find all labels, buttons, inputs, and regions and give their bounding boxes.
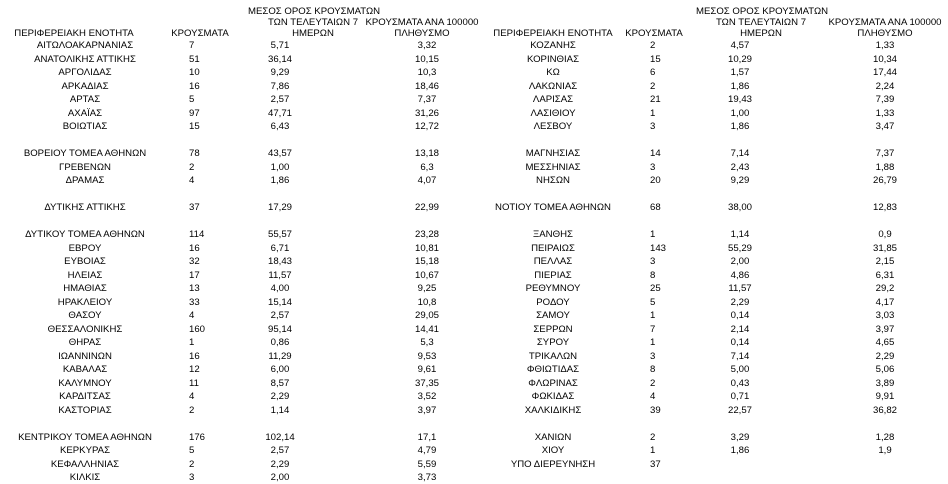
right-row-name: ΛΑΣΙΘΙΟΥ <box>530 107 576 119</box>
header-avg-left-l3: ΗΜΕΡΩΝ <box>292 28 334 39</box>
right-row-cases: 3 <box>650 256 656 267</box>
left-row-per: 37,35 <box>414 377 439 389</box>
left-row-avg: 5,71 <box>270 40 290 51</box>
header-region-right-text: ΠΕΡΙΦΕΡΕΙΑΚΗ ΕΝΟΤΗΤΑ <box>493 28 613 39</box>
left-row-name: ΚΑΣΤΟΡΙΑΣ <box>58 404 112 416</box>
left-row-avg: 1,00 <box>270 161 290 173</box>
right-row-per: 1,33 <box>875 40 895 51</box>
right-row-name: ΤΡΙΚΑΛΩΝ <box>528 350 578 362</box>
left-row-name: ΑΡΓΟΛΙΔΑΣ <box>58 67 112 78</box>
left-row-avg: 11,29 <box>268 350 292 362</box>
right-row-name: ΥΠΟ ΔΙΕΡΕΥΝΗΣΗ <box>510 458 596 470</box>
header-region-right <box>478 28 628 39</box>
right-row-name: ΦΛΩΡΙΝΑΣ <box>528 377 578 389</box>
left-row-name: ΚΙΛΚΙΣ <box>69 472 101 483</box>
header-cases-right-text: ΚΡΟΥΣΜΑΤΑ <box>625 28 683 39</box>
left-row-avg: 17,29 <box>267 202 292 213</box>
left-row-avg: 47,71 <box>267 107 292 119</box>
right-row-cases: 1 <box>650 310 656 321</box>
right-row-per: 2,15 <box>875 256 895 267</box>
left-row-per: 3,52 <box>417 391 437 402</box>
header-per-right-l1: ΚΡΟΥΣΜΑΤΑ ΑΝΑ 100000 <box>828 17 942 28</box>
right-row-cases: 2 <box>650 431 656 443</box>
left-row-cases: 1 <box>189 337 195 348</box>
right-row-avg: 5,00 <box>730 364 750 375</box>
left-row-name: ΑΧΑΪΑΣ <box>67 107 103 119</box>
right-row-per: 12,83 <box>872 202 897 213</box>
right-row-avg: 0,71 <box>730 391 750 402</box>
left-row-avg: 1,86 <box>270 175 290 186</box>
right-row-avg: 2,43 <box>730 161 750 173</box>
right-row-per: 3,03 <box>875 310 895 321</box>
left-row-avg: 43,57 <box>267 148 292 159</box>
left-row-per: 17,1 <box>417 431 437 443</box>
right-row-cases: 3 <box>650 121 656 132</box>
right-row-name: ΣΕΡΡΩΝ <box>533 323 573 335</box>
right-row-per: 29,2 <box>875 283 895 294</box>
right-row-cases: 68 <box>650 202 661 213</box>
left-row-name: ΑΝΑΤΟΛΙΚΗΣ ΑΤΤΙΚΗΣ <box>34 53 136 65</box>
right-row-avg: 9,29 <box>730 175 750 186</box>
right-row-per: 6,31 <box>875 269 895 281</box>
left-row-name: ΓΡΕΒΕΝΩΝ <box>59 161 111 173</box>
left-row-name: ΗΜΑΘΙΑΣ <box>63 283 107 294</box>
right-row-name: ΝΟΤΙΟΥ ΤΟΜΕΑ ΑΘΗΝΩΝ <box>495 202 611 213</box>
left-row-avg: 6,43 <box>270 121 290 132</box>
left-row-name: ΚΑΡΔΙΤΣΑΣ <box>59 391 111 402</box>
left-row-avg: 2,57 <box>270 445 290 456</box>
header-avg-left-l1: ΜΕΣΟΣ ΟΡΟΣ ΚΡΟΥΣΜΑΤΩΝ <box>248 6 381 17</box>
left-row-per: 10,8 <box>417 296 437 308</box>
left-row-avg: 1,14 <box>270 404 290 416</box>
left-row-cases: 2 <box>189 458 195 470</box>
right-row-cases: 2 <box>650 80 656 92</box>
left-row-cases: 16 <box>189 350 200 362</box>
left-row-cases: 4 <box>189 310 195 321</box>
header-cases-left <box>170 28 230 39</box>
left-row-cases: 12 <box>189 364 200 375</box>
left-row-name: ΚΕΦΑΛΛΗΝΙΑΣ <box>50 458 120 470</box>
right-row-avg: 2,00 <box>730 256 750 267</box>
right-row-cases: 7 <box>650 323 656 335</box>
left-row-cases: 5 <box>189 94 195 105</box>
left-row-avg: 95,14 <box>267 323 292 335</box>
left-row-per: 9,61 <box>417 364 437 375</box>
left-row-per: 31,26 <box>414 107 439 119</box>
left-row-cases: 97 <box>189 107 200 119</box>
right-row-name: ΚΟΖΑΝΗΣ <box>530 40 576 51</box>
left-row-cases: 51 <box>189 53 200 65</box>
left-row-avg: 2,57 <box>270 310 290 321</box>
left-row-per: 4,07 <box>417 175 437 186</box>
left-row-name: ΗΡΑΚΛΕΙΟΥ <box>57 296 113 308</box>
right-row-cases: 21 <box>650 94 661 105</box>
right-row-per: 2,29 <box>875 350 895 362</box>
left-row-name: ΕΒΡΟΥ <box>68 242 102 254</box>
right-row-cases: 20 <box>650 175 661 186</box>
header-avg-left <box>248 6 381 39</box>
right-row-cases: 39 <box>650 404 661 416</box>
left-row-cases: 2 <box>189 161 195 173</box>
left-row-cases: 4 <box>189 391 195 402</box>
right-row-per: 1,28 <box>875 431 895 443</box>
left-row-avg: 2,29 <box>270 458 290 470</box>
left-row-per: 14,41 <box>414 323 439 335</box>
left-row-avg: 2,29 <box>270 391 290 402</box>
header-region-left <box>0 28 148 39</box>
left-row-per: 3,97 <box>417 404 437 416</box>
left-row-per: 10,3 <box>417 67 437 78</box>
left-row-avg: 55,57 <box>267 229 292 240</box>
right-row-cases: 1 <box>650 445 656 456</box>
left-row-name: ΚΑΒΑΛΑΣ <box>62 364 108 375</box>
left-row-cases: 78 <box>189 148 200 159</box>
right-row-name: ΠΕΙΡΑΙΩΣ <box>531 242 575 254</box>
right-row-per: 1,88 <box>875 161 895 173</box>
right-row-avg: 7,14 <box>730 350 750 362</box>
left-row-per: 9,25 <box>417 283 437 294</box>
left-row-cases: 10 <box>189 67 200 78</box>
right-row-avg: 2,14 <box>730 323 750 335</box>
right-row-cases: 3 <box>650 350 656 362</box>
right-row-cases: 2 <box>650 377 656 389</box>
right-row-name: ΜΑΓΝΗΣΙΑΣ <box>525 148 581 159</box>
right-row-avg: 1,86 <box>730 445 750 456</box>
left-row-avg: 0,86 <box>270 337 290 348</box>
left-row-avg: 11,57 <box>268 269 292 281</box>
left-row-avg: 102,14 <box>265 431 295 443</box>
left-row-per: 3,32 <box>417 40 437 51</box>
right-row-avg: 7,14 <box>730 148 750 159</box>
left-row-cases: 37 <box>189 202 200 213</box>
left-row-avg: 9,29 <box>270 67 290 78</box>
left-row-name: ΑΙΤΩΛΟΑΚΑΡΝΑΝΙΑΣ <box>36 40 134 51</box>
left-row-name: ΘΑΣΟΥ <box>68 310 102 321</box>
header-per-left-l2: ΠΛΗΘΥΣΜΟ <box>394 28 450 39</box>
right-row-name: ΧΑΛΚΙΔΙΚΗΣ <box>524 404 582 416</box>
right-row-avg: 1,14 <box>730 229 750 240</box>
left-row-per: 10,81 <box>414 242 439 254</box>
right-row-avg: 4,57 <box>730 40 750 51</box>
left-row-cases: 15 <box>189 121 200 132</box>
right-row-per: 4,65 <box>875 337 895 348</box>
left-row-cases: 114 <box>189 229 205 240</box>
right-row-avg: 1,86 <box>730 80 750 92</box>
header-per-right-l2: ΠΛΗΘΥΣΜΟ <box>857 28 913 39</box>
right-row-cases: 15 <box>650 53 661 65</box>
left-row-name: ΙΩΑΝΝΙΝΩΝ <box>58 350 112 362</box>
right-row-name: ΡΟΔΟΥ <box>536 296 570 308</box>
left-row-name: ΘΗΡΑΣ <box>68 337 102 348</box>
right-row-per: 7,37 <box>875 148 895 159</box>
right-row-cases: 5 <box>650 296 656 308</box>
left-row-avg: 6,00 <box>270 364 290 375</box>
left-row-name: ΒΟΡΕΙΟΥ ΤΟΜΕΑ ΑΘΗΝΩΝ <box>23 148 147 159</box>
right-row-name: ΧΙΟΥ <box>541 445 565 456</box>
left-row-cases: 13 <box>189 283 200 294</box>
left-row-name: ΚΑΛΥΜΝΟΥ <box>58 377 112 389</box>
right-row-avg: 38,00 <box>727 202 752 213</box>
header-cases-right <box>624 28 684 39</box>
right-row-avg: 0,43 <box>730 377 750 389</box>
left-row-cases: 5 <box>189 445 195 456</box>
right-row-avg: 1,86 <box>730 121 750 132</box>
left-row-cases: 3 <box>189 472 195 483</box>
right-row-per: 10,34 <box>872 53 897 65</box>
right-row-cases: 2 <box>650 40 656 51</box>
right-row-name: ΛΕΣΒΟΥ <box>533 121 573 132</box>
left-row-name: ΔΥΤΙΚΟΥ ΤΟΜΕΑ ΑΘΗΝΩΝ <box>25 229 145 240</box>
left-row-name: ΚΕΝΤΡΙΚΟΥ ΤΟΜΕΑ ΑΘΗΝΩΝ <box>18 431 152 443</box>
right-row-name: ΞΑΝΘΗΣ <box>533 229 573 240</box>
left-row-name: ΘΕΣΣΑΛΟΝΙΚΗΣ <box>47 323 123 335</box>
right-row-name: ΡΕΘΥΜΝΟΥ <box>525 283 581 294</box>
left-row-avg: 15,14 <box>267 296 292 308</box>
right-row-cases: 143 <box>650 242 667 254</box>
left-row-per: 5,59 <box>417 458 437 470</box>
header-avg-right <box>696 6 829 39</box>
header-cases-left-text: ΚΡΟΥΣΜΑΤΑ <box>171 28 229 39</box>
header-region-left-text: ΠΕΡΙΦΕΡΕΙΑΚΗ ΕΝΟΤΗΤΑ <box>14 28 134 39</box>
right-row-per: 1,33 <box>875 107 895 119</box>
right-row-per: 3,97 <box>875 323 895 335</box>
right-row-cases: 1 <box>650 229 656 240</box>
right-row-avg: 19,43 <box>727 94 752 105</box>
right-row-per: 5,06 <box>875 364 895 375</box>
left-row-name: ΕΥΒΟΙΑΣ <box>64 256 106 267</box>
right-row-avg: 22,57 <box>727 404 752 416</box>
left-row-name: ΗΛΕΙΑΣ <box>67 269 103 281</box>
right-row-avg: 11,57 <box>728 283 752 294</box>
right-row-per: 9,91 <box>875 391 895 402</box>
header-avg-left-l2: ΤΩΝ ΤΕΛΕΥΤΑΙΩΝ 7 <box>267 17 359 28</box>
right-row-per: 3,89 <box>875 377 895 389</box>
right-row-cases: 6 <box>650 67 656 78</box>
right-row-avg: 10,29 <box>727 53 752 65</box>
right-row-name: ΧΑΝΙΩΝ <box>534 431 572 443</box>
right-row-avg: 1,57 <box>730 67 750 78</box>
left-row-per: 10,67 <box>414 269 439 281</box>
right-row-cases: 37 <box>650 458 661 470</box>
right-row-cases: 4 <box>650 391 656 402</box>
header-avg-right-l1: ΜΕΣΟΣ ΟΡΟΣ ΚΡΟΥΣΜΑΤΩΝ <box>696 6 829 17</box>
left-row-cases: 7 <box>189 40 195 51</box>
left-row-avg: 6,71 <box>270 242 290 254</box>
left-row-per: 10,15 <box>414 53 439 65</box>
header-per-left <box>362 17 482 39</box>
right-row-name: ΜΕΣΣΗΝΙΑΣ <box>525 161 581 173</box>
right-row-avg: 1,00 <box>730 107 750 119</box>
left-row-avg: 4,00 <box>270 283 290 294</box>
right-row-per: 2,24 <box>875 80 895 92</box>
left-row-cases: 16 <box>189 80 200 92</box>
right-row-cases: 3 <box>650 161 656 173</box>
left-row-per: 13,18 <box>414 148 439 159</box>
left-row-name: ΔΥΤΙΚΗΣ ΑΤΤΙΚΗΣ <box>44 202 126 213</box>
left-row-per: 22,99 <box>414 202 439 213</box>
right-row-per: 17,44 <box>872 67 897 78</box>
right-row-name: ΦΩΚΙΔΑΣ <box>531 391 575 402</box>
right-row-cases: 1 <box>650 107 656 119</box>
left-row-per: 12,72 <box>414 121 439 132</box>
right-row-avg: 0,14 <box>730 310 750 321</box>
left-row-avg: 7,86 <box>270 80 290 92</box>
left-row-per: 6,3 <box>420 161 434 173</box>
left-row-cases: 33 <box>189 296 200 308</box>
right-row-name: ΦΘΙΩΤΙΔΑΣ <box>526 364 580 375</box>
right-row-name: ΛΑΚΩΝΙΑΣ <box>528 80 578 92</box>
left-row-avg: 2,00 <box>270 472 290 483</box>
right-row-per: 4,17 <box>875 296 895 308</box>
right-row-name: ΣΥΡΟΥ <box>536 337 570 348</box>
left-row-cases: 160 <box>189 323 206 335</box>
right-row-cases: 1 <box>650 337 656 348</box>
right-row-name: ΠΙΕΡΙΑΣ <box>534 269 572 281</box>
right-row-per: 1,9 <box>878 445 892 456</box>
right-row-name: ΝΗΣΩΝ <box>536 175 570 186</box>
right-row-per: 0,9 <box>878 229 892 240</box>
right-row-cases: 8 <box>650 269 656 281</box>
left-row-avg: 8,57 <box>270 377 290 389</box>
left-row-name: ΒΟΙΩΤΙΑΣ <box>62 121 108 132</box>
left-row-name: ΚΕΡΚΥΡΑΣ <box>59 445 110 456</box>
left-row-cases: 2 <box>189 404 195 416</box>
left-row-per: 18,46 <box>414 80 439 92</box>
left-row-per: 5,3 <box>420 337 434 348</box>
left-row-name: ΑΡΤΑΣ <box>69 94 101 105</box>
left-row-name: ΑΡΚΑΔΙΑΣ <box>61 80 109 92</box>
left-row-per: 4,79 <box>417 445 437 456</box>
right-row-cases: 8 <box>650 364 656 375</box>
left-row-name: ΔΡΑΜΑΣ <box>65 175 105 186</box>
header-per-right <box>822 17 948 39</box>
left-row-per: 15,18 <box>414 256 439 267</box>
left-row-cases: 32 <box>189 256 200 267</box>
right-row-name: ΚΟΡΙΝΘΙΑΣ <box>526 53 580 65</box>
right-row-per: 36,82 <box>872 404 897 416</box>
left-row-cases: 16 <box>189 242 200 254</box>
left-row-per: 29,05 <box>414 310 439 321</box>
right-row-name: ΣΑΜΟΥ <box>536 310 570 321</box>
header-avg-right-l2: ΤΩΝ ΤΕΛΕΥΤΑΙΩΝ 7 <box>715 17 807 28</box>
left-row-cases: 17 <box>189 269 200 281</box>
right-row-per: 3,47 <box>875 121 895 132</box>
left-row-per: 7,37 <box>417 94 437 105</box>
left-row-cases: 176 <box>189 431 206 443</box>
right-row-name: ΚΩ <box>546 67 560 78</box>
left-row-per: 9,53 <box>417 350 437 362</box>
header-per-left-l1: ΚΡΟΥΣΜΑΤΑ ΑΝΑ 100000 <box>365 17 479 28</box>
header-avg-right-l3: ΗΜΕΡΩΝ <box>740 28 782 39</box>
left-row-avg: 2,57 <box>270 94 290 105</box>
right-row-per: 31,85 <box>872 242 897 254</box>
right-row-cases: 25 <box>650 283 661 294</box>
right-row-name: ΠΕΛΛΑΣ <box>533 256 573 267</box>
right-row-cases: 14 <box>650 148 661 159</box>
left-row-cases: 4 <box>189 175 195 186</box>
right-row-avg: 3,29 <box>730 431 750 443</box>
right-row-avg: 55,29 <box>727 242 752 254</box>
right-row-per: 7,39 <box>875 94 895 105</box>
left-row-avg: 18,43 <box>267 256 292 267</box>
right-row-avg: 2,29 <box>730 296 750 308</box>
right-row-name: ΛΑΡΙΣΑΣ <box>532 94 574 105</box>
left-row-avg: 36,14 <box>267 53 292 65</box>
left-row-per: 23,28 <box>414 229 439 240</box>
right-row-avg: 0,14 <box>730 337 750 348</box>
right-row-per: 26,79 <box>872 175 897 186</box>
left-row-cases: 11 <box>189 377 199 389</box>
right-row-avg: 4,86 <box>730 269 750 281</box>
left-row-per: 3,73 <box>417 472 437 483</box>
